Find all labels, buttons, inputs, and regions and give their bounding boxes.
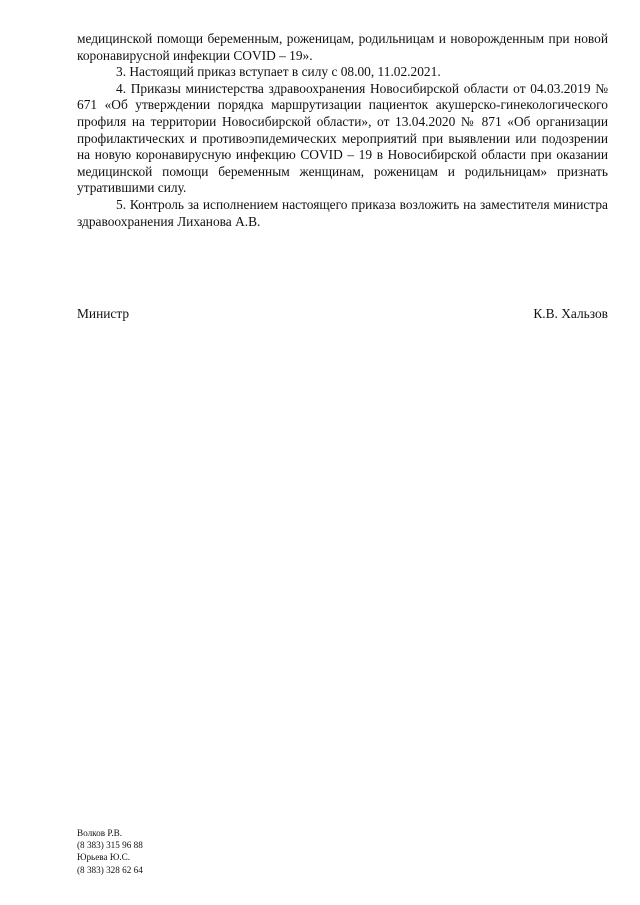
executor-name: Волков Р.В. [77,828,123,838]
signatory-position: Министр [77,306,130,321]
paragraph-item-4: 4. Приказы министерства здравоохранения Новосибирской области от 04.03.2019 № 671 «Об утверждении порядка маршрутизации пациенток акушерско-гинекологического профиля на территории Новосибирской области», от 13.04.2020 № 871 «Об организации профилактических и противоэпидемических мероприятий при выявлении или подозрении на новую коронавирусную инфекцию COVID – 19 в Новосибирской области при оказании медицинской помощи беременным женщинам, роженицам и родильницам» признать утратившими силу. [77,80,608,196]
paragraph-item-5: 5. Контроль за исполнением настоящего приказа возложить на заместителя министра здравоохранения Лиханова А.В. [77,196,608,229]
paragraph-continuation: медицинской помощи беременным, роженицам, родильницам и новорожденным при новой коронавирусной инфекции COVID – 19». [77,31,608,63]
executor-name: Юрьева Ю.С. [77,852,131,863]
executors-block [77,827,277,876]
paragraph-item-3: 3. Настоящий приказ вступает в силу с 08.00, 11.02.2021. [116,64,441,80]
signatory-name: К.В. Хальзов [533,306,608,321]
executor-phone: (8 383) 315 96 88 [77,840,143,851]
signature-block [77,306,608,323]
order-body-text [77,31,608,230]
executor-phone: (8 383) 328 62 64 [77,864,143,875]
